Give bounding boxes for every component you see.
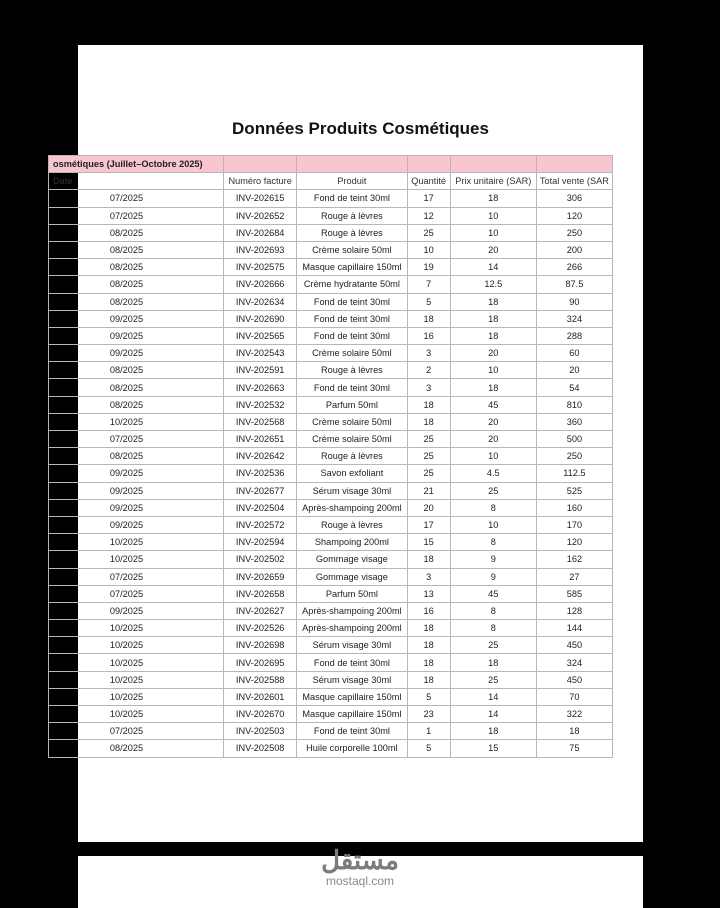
- cell-unit-price: 10: [450, 224, 536, 241]
- cell-unit-price: 14: [450, 706, 536, 723]
- cell-quantity: 16: [407, 602, 450, 619]
- cell-date: 07/2025: [49, 585, 224, 602]
- cell-total: 288: [536, 327, 612, 344]
- cell-product: Crème solaire 50ml: [297, 413, 407, 430]
- cell-quantity: 5: [407, 688, 450, 705]
- col-header-date: Date: [49, 173, 224, 190]
- cell-invoice: INV-202601: [224, 688, 297, 705]
- cell-product: Sérum visage 30ml: [297, 637, 407, 654]
- cell-date: 08/2025: [49, 224, 224, 241]
- cell-product: Shampoing 200ml: [297, 534, 407, 551]
- cell-total: 266: [536, 259, 612, 276]
- cell-total: 54: [536, 379, 612, 396]
- cell-quantity: 1: [407, 723, 450, 740]
- cell-invoice: INV-202670: [224, 706, 297, 723]
- cell-invoice: INV-202684: [224, 224, 297, 241]
- cell-invoice: INV-202698: [224, 637, 297, 654]
- table-row: [49, 396, 613, 413]
- cell-date: 08/2025: [49, 241, 224, 258]
- column-header-row: [49, 173, 613, 190]
- cell-product: Parfum 50ml: [297, 396, 407, 413]
- cell-total: 322: [536, 706, 612, 723]
- cell-quantity: 10: [407, 241, 450, 258]
- cell-total: 144: [536, 620, 612, 637]
- cell-unit-price: 18: [450, 190, 536, 207]
- cell-quantity: 7: [407, 276, 450, 293]
- table-row: [49, 276, 613, 293]
- cell-invoice: INV-202504: [224, 499, 297, 516]
- cell-product: Fond de teint 30ml: [297, 310, 407, 327]
- cell-date: 09/2025: [49, 327, 224, 344]
- cell-date: 10/2025: [49, 671, 224, 688]
- cell-date: 07/2025: [49, 190, 224, 207]
- cell-quantity: 18: [407, 671, 450, 688]
- cell-date: 07/2025: [49, 568, 224, 585]
- cell-total: 18: [536, 723, 612, 740]
- table-row: [49, 568, 613, 585]
- table-row: [49, 293, 613, 310]
- cell-product: Crème solaire 50ml: [297, 345, 407, 362]
- cell-unit-price: 8: [450, 499, 536, 516]
- cell-total: 360: [536, 413, 612, 430]
- table-row: [49, 379, 613, 396]
- cell-total: 525: [536, 482, 612, 499]
- table-row: [49, 241, 613, 258]
- table-row: [49, 224, 613, 241]
- cell-invoice: INV-202526: [224, 620, 297, 637]
- cell-date: 08/2025: [49, 259, 224, 276]
- cell-product: Fond de teint 30ml: [297, 327, 407, 344]
- table-row: [49, 482, 613, 499]
- col-header-quantity: Quantité: [407, 173, 450, 190]
- cell-unit-price: 20: [450, 345, 536, 362]
- cell-invoice: INV-202502: [224, 551, 297, 568]
- cell-unit-price: 8: [450, 534, 536, 551]
- cell-quantity: 16: [407, 327, 450, 344]
- cell-total: 170: [536, 516, 612, 533]
- cell-invoice: INV-202651: [224, 431, 297, 448]
- table-row: [49, 310, 613, 327]
- cell-unit-price: 9: [450, 568, 536, 585]
- cell-product: Crème hydratante 50ml: [297, 276, 407, 293]
- table-row: [49, 431, 613, 448]
- cell-unit-price: 20: [450, 241, 536, 258]
- cell-unit-price: 25: [450, 671, 536, 688]
- cell-product: Rouge à lèvres: [297, 448, 407, 465]
- cell-date: 08/2025: [49, 276, 224, 293]
- cell-unit-price: 18: [450, 379, 536, 396]
- cell-unit-price: 25: [450, 482, 536, 499]
- cell-unit-price: 18: [450, 293, 536, 310]
- table-row: [49, 706, 613, 723]
- cell-product: Rouge à lèvres: [297, 224, 407, 241]
- cell-date: 08/2025: [49, 740, 224, 757]
- cell-quantity: 23: [407, 706, 450, 723]
- cell-total: 20: [536, 362, 612, 379]
- cell-product: Rouge à lèvres: [297, 516, 407, 533]
- cell-unit-price: 14: [450, 688, 536, 705]
- cell-total: 87.5: [536, 276, 612, 293]
- document-title: Données Produits Cosmétiques: [232, 119, 489, 138]
- cell-total: 27: [536, 568, 612, 585]
- cell-product: Masque capillaire 150ml: [297, 706, 407, 723]
- cell-date: 09/2025: [49, 516, 224, 533]
- cell-total: 450: [536, 671, 612, 688]
- sales-table: [48, 155, 613, 758]
- cell-date: 08/2025: [49, 396, 224, 413]
- table-row: [49, 654, 613, 671]
- cell-total: 250: [536, 448, 612, 465]
- cell-quantity: 18: [407, 637, 450, 654]
- table-row: [49, 671, 613, 688]
- cell-quantity: 18: [407, 654, 450, 671]
- cell-product: Après-shampoing 200ml: [297, 499, 407, 516]
- cell-invoice: INV-202568: [224, 413, 297, 430]
- table-row: [49, 602, 613, 619]
- cell-date: 10/2025: [49, 706, 224, 723]
- cell-date: 08/2025: [49, 448, 224, 465]
- cell-product: Huile corporelle 100ml: [297, 740, 407, 757]
- table-row: [49, 207, 613, 224]
- cell-invoice: INV-202615: [224, 190, 297, 207]
- cell-product: Crème solaire 50ml: [297, 241, 407, 258]
- cell-product: Fond de teint 30ml: [297, 379, 407, 396]
- cell-unit-price: 10: [450, 516, 536, 533]
- cell-invoice: INV-202572: [224, 516, 297, 533]
- cell-invoice: INV-202543: [224, 345, 297, 362]
- cell-date: 10/2025: [49, 413, 224, 430]
- cell-invoice: INV-202658: [224, 585, 297, 602]
- cell-total: 90: [536, 293, 612, 310]
- cell-total: 324: [536, 654, 612, 671]
- cell-product: Rouge à lèvres: [297, 207, 407, 224]
- cell-quantity: 17: [407, 516, 450, 533]
- table-row: [49, 413, 613, 430]
- col-header-total: Total vente (SAR: [536, 173, 612, 190]
- cell-invoice: INV-202652: [224, 207, 297, 224]
- cell-product: Fond de teint 30ml: [297, 723, 407, 740]
- cell-total: 128: [536, 602, 612, 619]
- cell-invoice: INV-202588: [224, 671, 297, 688]
- cell-unit-price: 8: [450, 620, 536, 637]
- cell-quantity: 15: [407, 534, 450, 551]
- cell-invoice: INV-202663: [224, 379, 297, 396]
- table-row: [49, 465, 613, 482]
- cell-invoice: INV-202594: [224, 534, 297, 551]
- cell-unit-price: 10: [450, 207, 536, 224]
- cell-date: 09/2025: [49, 465, 224, 482]
- cell-invoice: INV-202627: [224, 602, 297, 619]
- cell-total: 306: [536, 190, 612, 207]
- table-row: [49, 516, 613, 533]
- cell-total: 585: [536, 585, 612, 602]
- cell-quantity: 25: [407, 431, 450, 448]
- cell-total: 450: [536, 637, 612, 654]
- table-row: [49, 637, 613, 654]
- cell-unit-price: 14: [450, 259, 536, 276]
- cell-invoice: INV-202677: [224, 482, 297, 499]
- cell-unit-price: 8: [450, 602, 536, 619]
- cell-unit-price: 9: [450, 551, 536, 568]
- cell-invoice: INV-202693: [224, 241, 297, 258]
- cell-quantity: 18: [407, 310, 450, 327]
- cell-quantity: 25: [407, 224, 450, 241]
- section-header-row: [49, 156, 613, 173]
- cell-unit-price: 18: [450, 723, 536, 740]
- cell-date: 10/2025: [49, 534, 224, 551]
- table-row: [49, 362, 613, 379]
- cell-total: 160: [536, 499, 612, 516]
- cell-date: 07/2025: [49, 207, 224, 224]
- cell-unit-price: 18: [450, 654, 536, 671]
- cell-date: 07/2025: [49, 723, 224, 740]
- cell-date: 10/2025: [49, 620, 224, 637]
- cell-quantity: 20: [407, 499, 450, 516]
- cell-invoice: INV-202634: [224, 293, 297, 310]
- table-row: [49, 740, 613, 757]
- cell-date: 09/2025: [49, 482, 224, 499]
- cell-date: 09/2025: [49, 499, 224, 516]
- cell-quantity: 2: [407, 362, 450, 379]
- table-row: [49, 327, 613, 344]
- cell-product: Après-shampoing 200ml: [297, 602, 407, 619]
- cell-total: 324: [536, 310, 612, 327]
- cell-product: Fond de teint 30ml: [297, 190, 407, 207]
- cell-unit-price: 12.5: [450, 276, 536, 293]
- table-row: [49, 585, 613, 602]
- cell-date: 10/2025: [49, 688, 224, 705]
- cell-total: 120: [536, 207, 612, 224]
- cell-unit-price: 45: [450, 396, 536, 413]
- section-label: osmétiques (Juillet–Octobre 2025): [49, 156, 224, 173]
- cell-invoice: INV-202591: [224, 362, 297, 379]
- cell-quantity: 5: [407, 293, 450, 310]
- cell-unit-price: 20: [450, 413, 536, 430]
- table-row: [49, 499, 613, 516]
- cell-date: 09/2025: [49, 602, 224, 619]
- cell-total: 70: [536, 688, 612, 705]
- cell-quantity: 18: [407, 551, 450, 568]
- cell-invoice: INV-202508: [224, 740, 297, 757]
- cell-quantity: 3: [407, 379, 450, 396]
- cell-invoice: INV-202565: [224, 327, 297, 344]
- cell-unit-price: 45: [450, 585, 536, 602]
- cell-total: 500: [536, 431, 612, 448]
- cell-date: 09/2025: [49, 345, 224, 362]
- cell-unit-price: 20: [450, 431, 536, 448]
- cell-unit-price: 4.5: [450, 465, 536, 482]
- cell-invoice: INV-202575: [224, 259, 297, 276]
- watermark-arabic: مستقل: [321, 845, 399, 875]
- cell-date: 10/2025: [49, 551, 224, 568]
- cell-total: 810: [536, 396, 612, 413]
- cell-quantity: 19: [407, 259, 450, 276]
- cell-product: Parfum 50ml: [297, 585, 407, 602]
- table-row: [49, 723, 613, 740]
- cell-quantity: 18: [407, 620, 450, 637]
- cell-quantity: 3: [407, 345, 450, 362]
- cell-quantity: 13: [407, 585, 450, 602]
- col-header-invoice: Numéro facture: [224, 173, 297, 190]
- cell-product: Gommage visage: [297, 551, 407, 568]
- cell-unit-price: 15: [450, 740, 536, 757]
- cell-date: 09/2025: [49, 310, 224, 327]
- cell-quantity: 25: [407, 448, 450, 465]
- table-row: [49, 259, 613, 276]
- cell-total: 120: [536, 534, 612, 551]
- cell-quantity: 18: [407, 396, 450, 413]
- cell-total: 250: [536, 224, 612, 241]
- cell-invoice: INV-202642: [224, 448, 297, 465]
- cell-quantity: 5: [407, 740, 450, 757]
- cell-product: Fond de teint 30ml: [297, 654, 407, 671]
- cell-product: Sérum visage 30ml: [297, 482, 407, 499]
- cell-invoice: INV-202532: [224, 396, 297, 413]
- cell-product: Masque capillaire 150ml: [297, 688, 407, 705]
- cell-total: 60: [536, 345, 612, 362]
- cell-unit-price: 10: [450, 448, 536, 465]
- cell-product: Fond de teint 30ml: [297, 293, 407, 310]
- cell-quantity: 21: [407, 482, 450, 499]
- cell-date: 08/2025: [49, 379, 224, 396]
- mostaql-watermark: [310, 846, 410, 888]
- cell-unit-price: 18: [450, 310, 536, 327]
- cell-quantity: 18: [407, 413, 450, 430]
- table-row: [49, 688, 613, 705]
- cell-total: 200: [536, 241, 612, 258]
- cell-quantity: 3: [407, 568, 450, 585]
- table-row: [49, 345, 613, 362]
- table-row: [49, 620, 613, 637]
- document-page: [53, 45, 643, 842]
- cell-product: Savon exfoliant: [297, 465, 407, 482]
- cell-date: 07/2025: [49, 431, 224, 448]
- cell-invoice: INV-202536: [224, 465, 297, 482]
- cell-unit-price: 25: [450, 637, 536, 654]
- cell-total: 75: [536, 740, 612, 757]
- cell-date: 10/2025: [49, 637, 224, 654]
- cell-total: 162: [536, 551, 612, 568]
- table-row: [49, 551, 613, 568]
- cell-product: Gommage visage: [297, 568, 407, 585]
- cell-product: Rouge à lèvres: [297, 362, 407, 379]
- col-header-product: Produit: [297, 173, 407, 190]
- table-row: [49, 534, 613, 551]
- cell-product: Après-shampoing 200ml: [297, 620, 407, 637]
- cell-quantity: 17: [407, 190, 450, 207]
- cell-unit-price: 18: [450, 327, 536, 344]
- cell-total: 112.5: [536, 465, 612, 482]
- cell-date: 10/2025: [49, 654, 224, 671]
- cell-product: Masque capillaire 150ml: [297, 259, 407, 276]
- watermark-latin: mostaql.com: [325, 874, 395, 888]
- col-header-unit-price: Prix unitaire (SAR): [450, 173, 536, 190]
- cell-date: 08/2025: [49, 293, 224, 310]
- cell-invoice: INV-202690: [224, 310, 297, 327]
- cell-quantity: 25: [407, 465, 450, 482]
- table-row: [49, 448, 613, 465]
- cell-unit-price: 10: [450, 362, 536, 379]
- cell-invoice: INV-202659: [224, 568, 297, 585]
- cell-invoice: INV-202503: [224, 723, 297, 740]
- table-row: [49, 190, 613, 207]
- cell-date: 08/2025: [49, 362, 224, 379]
- cell-invoice: INV-202695: [224, 654, 297, 671]
- cell-product: Sérum visage 30ml: [297, 671, 407, 688]
- cell-product: Crème solaire 50ml: [297, 431, 407, 448]
- cell-quantity: 12: [407, 207, 450, 224]
- cell-invoice: INV-202666: [224, 276, 297, 293]
